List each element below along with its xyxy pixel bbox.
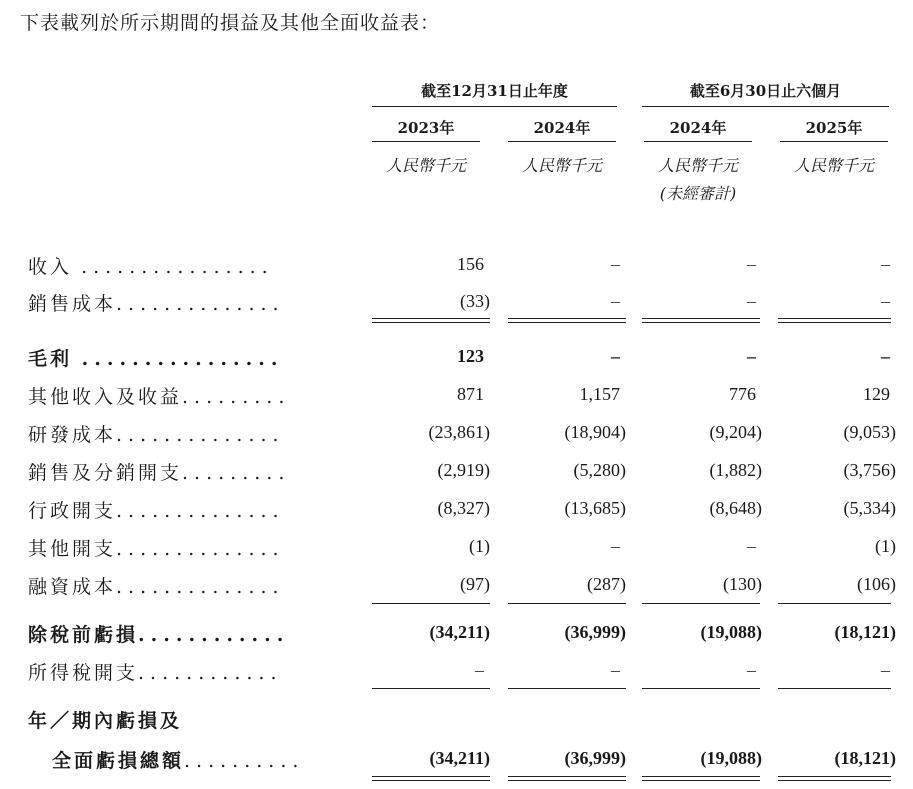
row-label: 全面虧損總額 [52,750,185,772]
row-value: – [881,660,890,680]
row-value: – [611,536,620,556]
row-loss-before-tax [0,614,913,652]
row-value: (23,861) [428,422,490,442]
row-value: – [747,346,756,366]
row-value: (33) [460,291,490,311]
double-rule [508,776,626,781]
row-other-expenses [0,528,913,566]
unit-col-4: 人民幣千元 [793,156,874,175]
leader-dots: ................ [81,348,284,370]
row-value: (8,648) [709,498,762,518]
row-label: 其他開支 [28,538,117,560]
row-value: (9,204) [709,422,762,442]
leader-dots: .............. [116,576,285,598]
leader-dots: ............ [138,624,290,646]
row-label: 行政開支 [28,500,117,522]
year-2024-b: 2024年 [644,117,752,142]
row-revenue [0,246,913,284]
row-label: 所得稅開支 [28,662,139,684]
row-label: 銷售成本 [28,293,117,315]
row-rd-costs [0,414,913,452]
row-label: 銷售及分銷開支 [28,462,183,484]
row-value: – [747,660,756,680]
leader-dots: .............. [116,500,285,522]
row-value: – [611,660,620,680]
year-2024-a: 2024年 [508,117,616,142]
double-rule [778,318,891,323]
single-rule [778,603,891,604]
row-loss-heading [0,700,913,738]
row-value: (1,882) [709,460,762,480]
row-value: 156 [457,254,484,274]
row-value: – [747,291,756,311]
row-value: (18,121) [834,748,896,768]
row-value: (3,756) [843,460,896,480]
row-value: (1) [469,536,490,556]
double-rule [508,318,626,323]
double-rule [372,318,490,323]
row-value: (5,280) [573,460,626,480]
row-value: 123 [457,346,484,366]
header-halfyear-group: 截至6月30日止六個月 [642,80,889,107]
row-admin-expenses [0,490,913,528]
unit-col-3: 人民幣千元 [657,156,738,175]
row-value: (1) [875,536,896,556]
row-value: (106) [857,574,896,594]
row-value: (97) [460,574,490,594]
row-value: (2,919) [437,460,490,480]
double-rule [642,318,760,323]
row-value: – [747,536,756,556]
single-rule [372,688,490,689]
single-rule [778,688,891,689]
row-income-tax [0,652,913,690]
row-label: 其他收入及收益 [28,386,183,408]
year-2023: 2023年 [372,117,480,142]
intro-text: 下表載列於所示期間的損益及其他全面收益表： [20,12,441,34]
leader-dots: .............. [116,424,285,446]
row-other-income [0,376,913,414]
row-label: 除稅前虧損 [28,624,139,646]
row-value: (34,211) [429,622,490,642]
unit-col-2: 人民幣千元 [521,156,602,175]
row-value: (13,685) [564,498,626,518]
row-value: (5,334) [843,498,896,518]
single-rule [642,603,760,604]
row-value: (130) [723,574,762,594]
row-value: (9,053) [843,422,896,442]
row-value: (34,211) [429,748,490,768]
unit-col-1: 人民幣千元 [385,156,466,175]
row-label: 研發成本 [28,424,117,446]
row-total-comprehensive-loss [0,740,913,778]
row-value: (36,999) [564,748,626,768]
single-rule [508,603,626,604]
row-label: 收入 [28,256,73,278]
row-value: – [611,346,620,366]
row-gross-profit [0,338,913,376]
row-value: 1,157 [579,384,620,404]
row-value: (8,327) [437,498,490,518]
row-label: 毛利 [28,348,73,370]
row-value: – [611,291,620,311]
row-value: (36,999) [564,622,626,642]
row-value: (18,121) [834,622,896,642]
row-value: – [881,254,890,274]
double-rule [642,776,760,781]
leader-dots: .............. [116,538,285,560]
leader-dots: ......... [182,462,291,484]
unaudited-note: (未經審計) [659,184,737,203]
row-value: 871 [457,384,484,404]
row-value: (19,088) [700,622,762,642]
single-rule [642,688,760,689]
leader-dots: ......... [182,386,291,408]
row-value: (19,088) [700,748,762,768]
row-finance-costs [0,566,913,604]
row-value: (18,904) [564,422,626,442]
double-rule [778,776,891,781]
row-value: – [611,254,620,274]
row-value: 129 [863,384,890,404]
single-rule [508,688,626,689]
double-rule [372,776,490,781]
row-value: – [475,660,484,680]
row-value: (287) [587,574,626,594]
row-value: 776 [729,384,756,404]
row-value: – [881,291,890,311]
row-cost-of-sales [0,283,913,321]
single-rule [372,603,490,604]
row-value: – [881,346,890,366]
row-value: – [747,254,756,274]
leader-dots: ............ [138,662,283,684]
header-year-group: 截至12月31日止年度 [372,80,617,107]
leader-dots: .............. [116,293,285,315]
year-2025: 2025年 [780,117,888,142]
row-label: 融資成本 [28,576,117,598]
leader-dots: .......... [184,750,305,772]
row-label: 年／期內虧損及 [28,710,183,732]
row-selling-expenses [0,452,913,490]
leader-dots: ................ [81,256,274,278]
